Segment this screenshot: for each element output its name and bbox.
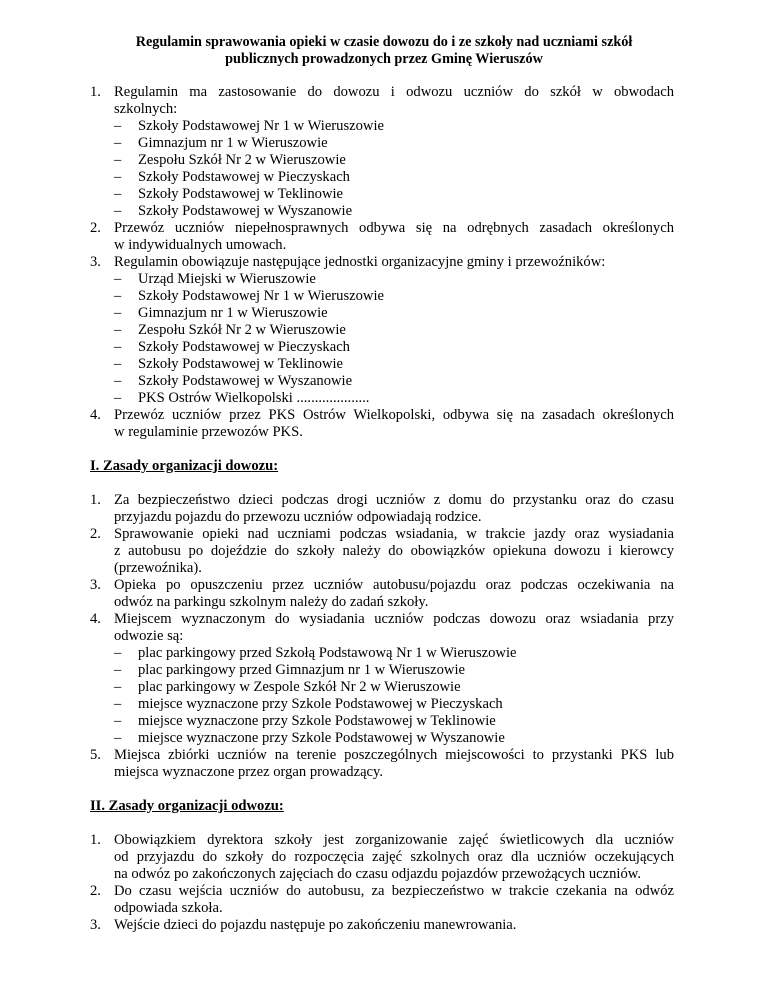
list-dash: – (114, 186, 122, 202)
item-number: 1. (90, 492, 101, 508)
list-item: plac parkingowy w Zespole Szkół Nr 2 w Wieruszowie (138, 679, 461, 695)
paragraph-line: odpowiada szkoła. (114, 900, 223, 916)
paragraph-line: Do czasu wejścia uczniów do autobusu, za bezpieczeństwo w trakcie czekania na odwóz (114, 883, 674, 899)
list-item: Szkoły Podstawowej Nr 1 w Wieruszowie (138, 118, 384, 134)
paragraph-line: szkolnych: (114, 101, 178, 117)
item-number: 4. (90, 407, 101, 423)
list-item: Gimnazjum nr 1 w Wieruszowie (138, 305, 328, 321)
paragraph-line: Regulamin ma zastosowanie do dowozu i odwozu uczniów do szkół w obwodach (114, 84, 674, 100)
item-number: 2. (90, 526, 101, 542)
item-number: 3. (90, 917, 101, 933)
paragraph-line: (przewoźnika). (114, 560, 202, 576)
paragraph-line: Przewóz uczniów niepełnosprawnych odbywa się na odrębnych zasadach określonych (114, 220, 674, 236)
list-dash: – (114, 271, 122, 287)
paragraph-line: Miejscem wyznaczonym do wysiadania uczniów podczas dowozu oraz wsiadania przy (114, 611, 674, 627)
paragraph-line: w regulaminie przewozów PKS. (114, 424, 303, 440)
item-number: 3. (90, 254, 101, 270)
list-dash: – (114, 322, 122, 338)
paragraph-line: przyjazdu pojazdu do przewozu uczniów odpowiadają rodzice. (114, 509, 482, 525)
list-item: Zespołu Szkół Nr 2 w Wieruszowie (138, 322, 346, 338)
item-number: 1. (90, 832, 101, 848)
list-dash: – (114, 135, 122, 151)
paragraph-line: Regulamin obowiązuje następujące jednostki organizacyjne gminy i przewoźników: (114, 254, 606, 270)
list-item: miejsce wyznaczone przy Szkole Podstawowej w Pieczyskach (138, 696, 503, 712)
paragraph-line: miejsca wyznaczone przez organ prowadzący. (114, 764, 384, 780)
paragraph-line: Opieka po opuszczeniu przez uczniów autobusu/pojazdu oraz podczas oczekiwania na (114, 577, 674, 593)
list-dash: – (114, 373, 122, 389)
section-heading: II. Zasady organizacji odwozu: (90, 798, 284, 814)
list-item: Gimnazjum nr 1 w Wieruszowie (138, 135, 328, 151)
list-dash: – (114, 679, 122, 695)
document-title-line-1: Regulamin sprawowania opieki w czasie dowozu do i ze szkoły nad uczniami szkół (135, 34, 633, 50)
list-dash: – (114, 152, 122, 168)
list-dash: – (114, 696, 122, 712)
list-item: Szkoły Podstawowej w Wyszanowie (138, 203, 353, 219)
item-number: 4. (90, 611, 101, 627)
list-item: Urząd Miejski w Wieruszowie (138, 271, 316, 287)
list-item: Szkoły Podstawowej w Teklinowie (138, 186, 344, 202)
list-item: Szkoły Podstawowej w Teklinowie (138, 356, 344, 372)
list-item: Szkoły Podstawowej w Pieczyskach (138, 169, 350, 185)
list-item: plac parkingowy przed Szkołą Podstawową Nr 1 w Wieruszowie (138, 645, 517, 661)
list-dash: – (114, 169, 122, 185)
list-item: PKS Ostrów Wielkopolski .................... (138, 390, 370, 406)
paragraph-line: na odwóz po zakończonych zajęciach do czasu odjazdu pojazdów przewożących uczniów. (114, 866, 642, 882)
document-title-line-2: publicznych prowadzonych przez Gminę Wieruszów (225, 51, 543, 67)
item-number: 1. (90, 84, 101, 100)
list-item: Szkoły Podstawowej w Wyszanowie (138, 373, 353, 389)
list-dash: – (114, 662, 122, 678)
item-number: 2. (90, 220, 101, 236)
paragraph-line: Przewóz uczniów przez PKS Ostrów Wielkopolski, odbywa się na zasadach określonych (114, 407, 674, 423)
paragraph-line: Miejsca zbiórki uczniów na terenie poszczególnych miejscowości to przystanki PKS lub (114, 747, 674, 763)
list-dash: – (114, 339, 122, 355)
paragraph-line: Sprawowanie opieki nad uczniami podczas wsiadania, w trakcie jazdy oraz wysiadania (114, 526, 674, 542)
paragraph-line: odwóz na parkingu szkolnym należy do zadań szkoły. (114, 594, 429, 610)
list-item: plac parkingowy przed Gimnazjum nr 1 w Wieruszowie (138, 662, 465, 678)
item-number: 2. (90, 883, 101, 899)
list-dash: – (114, 356, 122, 372)
paragraph-line: od przyjazdu do szkoły do rozpoczęcia zajęć szkolnych oraz dla uczniów oczekujących (114, 849, 674, 865)
list-dash: – (114, 645, 122, 661)
item-number: 3. (90, 577, 101, 593)
list-item: miejsce wyznaczone przy Szkole Podstawowej w Teklinowie (138, 713, 496, 729)
list-dash: – (114, 390, 122, 406)
list-dash: – (114, 203, 122, 219)
list-item: Szkoły Podstawowej Nr 1 w Wieruszowie (138, 288, 384, 304)
paragraph-line: Obowiązkiem dyrektora szkoły jest zorganizowanie zajęć świetlicowych dla uczniów (114, 832, 674, 848)
paragraph-line: z autobusu po dojeździe do szkoły należy do obowiązków opiekuna dowozu i kierowcy (114, 543, 674, 559)
list-dash: – (114, 288, 122, 304)
list-dash: – (114, 305, 122, 321)
paragraph-line: odwozie są: (114, 628, 184, 644)
paragraph-line: Wejście dzieci do pojazdu następuje po zakończeniu manewrowania. (114, 917, 517, 933)
list-item: miejsce wyznaczone przy Szkole Podstawowej w Wyszanowie (138, 730, 505, 746)
list-dash: – (114, 118, 122, 134)
section-heading: I. Zasady organizacji dowozu: (90, 458, 279, 474)
list-dash: – (114, 730, 122, 746)
item-number: 5. (90, 747, 101, 763)
paragraph-line: Za bezpieczeństwo dzieci podczas drogi uczniów z domu do przystanku oraz do czasu (114, 492, 674, 508)
list-dash: – (114, 713, 122, 729)
list-item: Szkoły Podstawowej w Pieczyskach (138, 339, 350, 355)
paragraph-line: w indywidualnych umowach. (114, 237, 287, 253)
list-item: Zespołu Szkół Nr 2 w Wieruszowie (138, 152, 346, 168)
